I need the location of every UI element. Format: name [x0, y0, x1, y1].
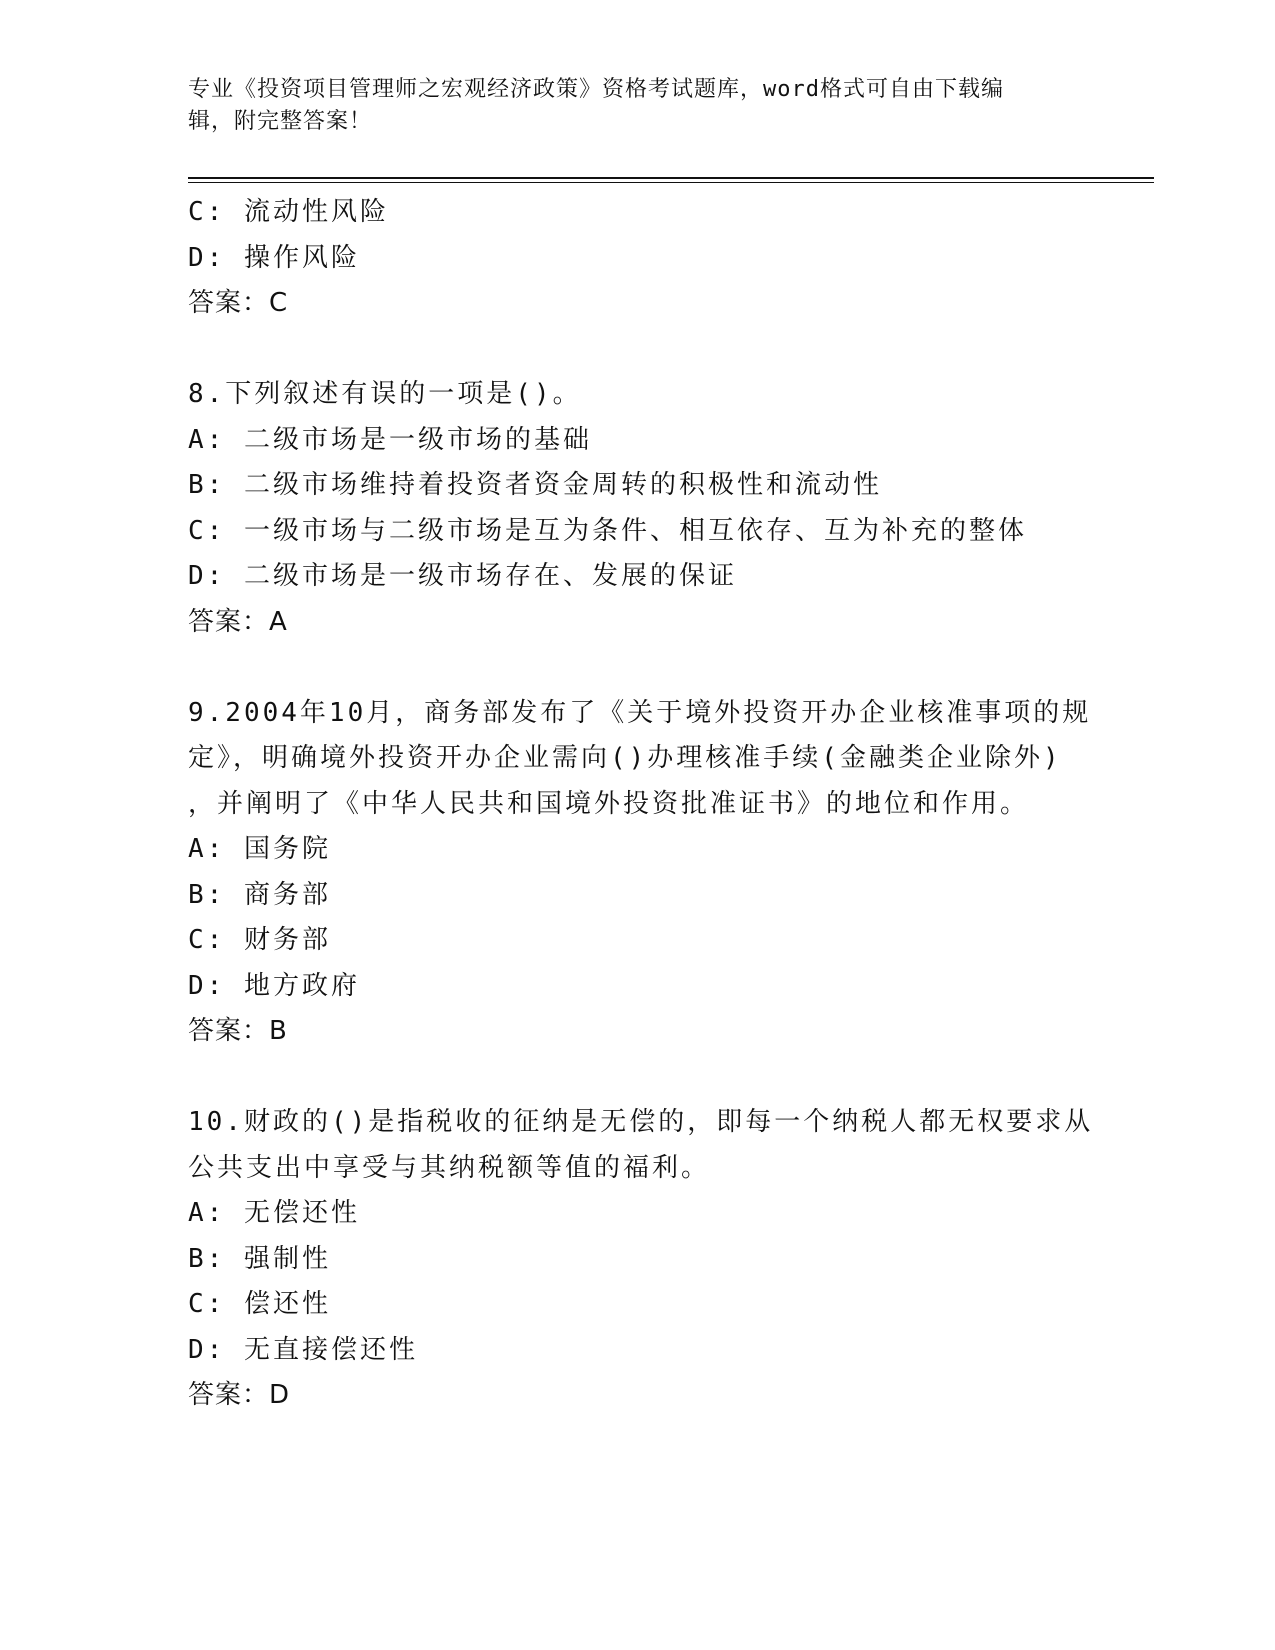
- option-a: A: 无偿还性: [188, 1198, 360, 1228]
- document-header: [188, 74, 1088, 138]
- header-rule-thick: [188, 177, 1154, 179]
- header-line-2: 辑，附完整答案！: [188, 109, 373, 134]
- question-stem: 10.财政的()是指税收的征纳是无偿的，即每一个纳税人都无权要求从: [188, 1107, 1094, 1137]
- answer-line: 答案：D: [188, 1380, 291, 1410]
- option-c: C: 偿还性: [188, 1289, 331, 1319]
- option-b: B: 二级市场维持着投资者资金周转的积极性和流动性: [188, 470, 882, 500]
- spacer: [188, 1055, 1088, 1101]
- option-c: C: 财务部: [188, 925, 331, 955]
- option-c: C: 流动性风险: [188, 197, 389, 227]
- answer-line: 答案：B: [188, 1016, 288, 1046]
- question-stem: 公共支出中享受与其纳税额等值的福利。: [188, 1152, 711, 1183]
- question-7-continuation: [188, 190, 1088, 327]
- question-stem: ，并阐明了《中华人民共和国境外投资批准证书》的地位和作用。: [188, 788, 1030, 819]
- question-stem: 8.下列叙述有误的一项是()。: [188, 379, 582, 409]
- header-rule-thin: [188, 182, 1154, 183]
- option-a: A: 二级市场是一级市场的基础: [188, 424, 592, 455]
- question-list: [188, 190, 1094, 1419]
- option-d: D: 无直接偿还性: [188, 1334, 418, 1365]
- header-line-1: 专业《投资项目管理师之宏观经济政策》资格考试题库，word格式可自由下载编: [188, 77, 1004, 102]
- option-c: C: 一级市场与二级市场是互为条件、相互依存、互为补充的整体: [188, 515, 1027, 546]
- option-a: A: 国务院: [188, 834, 331, 864]
- option-d: D: 二级市场是一级市场存在、发展的保证: [188, 561, 737, 591]
- question-9: [188, 691, 1092, 1055]
- spacer: [188, 645, 1088, 691]
- question-10: [188, 1100, 1094, 1419]
- question-stem: 9.2004年10月，商务部发布了《关于境外投资开办企业核准事项的规: [188, 697, 1092, 728]
- question-8: [188, 372, 1088, 645]
- option-b: B: 商务部: [188, 879, 331, 910]
- option-b: B: 强制性: [188, 1243, 331, 1274]
- question-stem: 定》，明确境外投资开办企业需向()办理核准手续(金融类企业除外): [188, 743, 1062, 773]
- answer-line: 答案：A: [188, 606, 288, 637]
- option-d: D: 操作风险: [188, 242, 360, 273]
- answer-line: 答案：C: [188, 288, 289, 318]
- spacer: [188, 327, 1088, 373]
- option-d: D: 地方政府: [188, 970, 360, 1001]
